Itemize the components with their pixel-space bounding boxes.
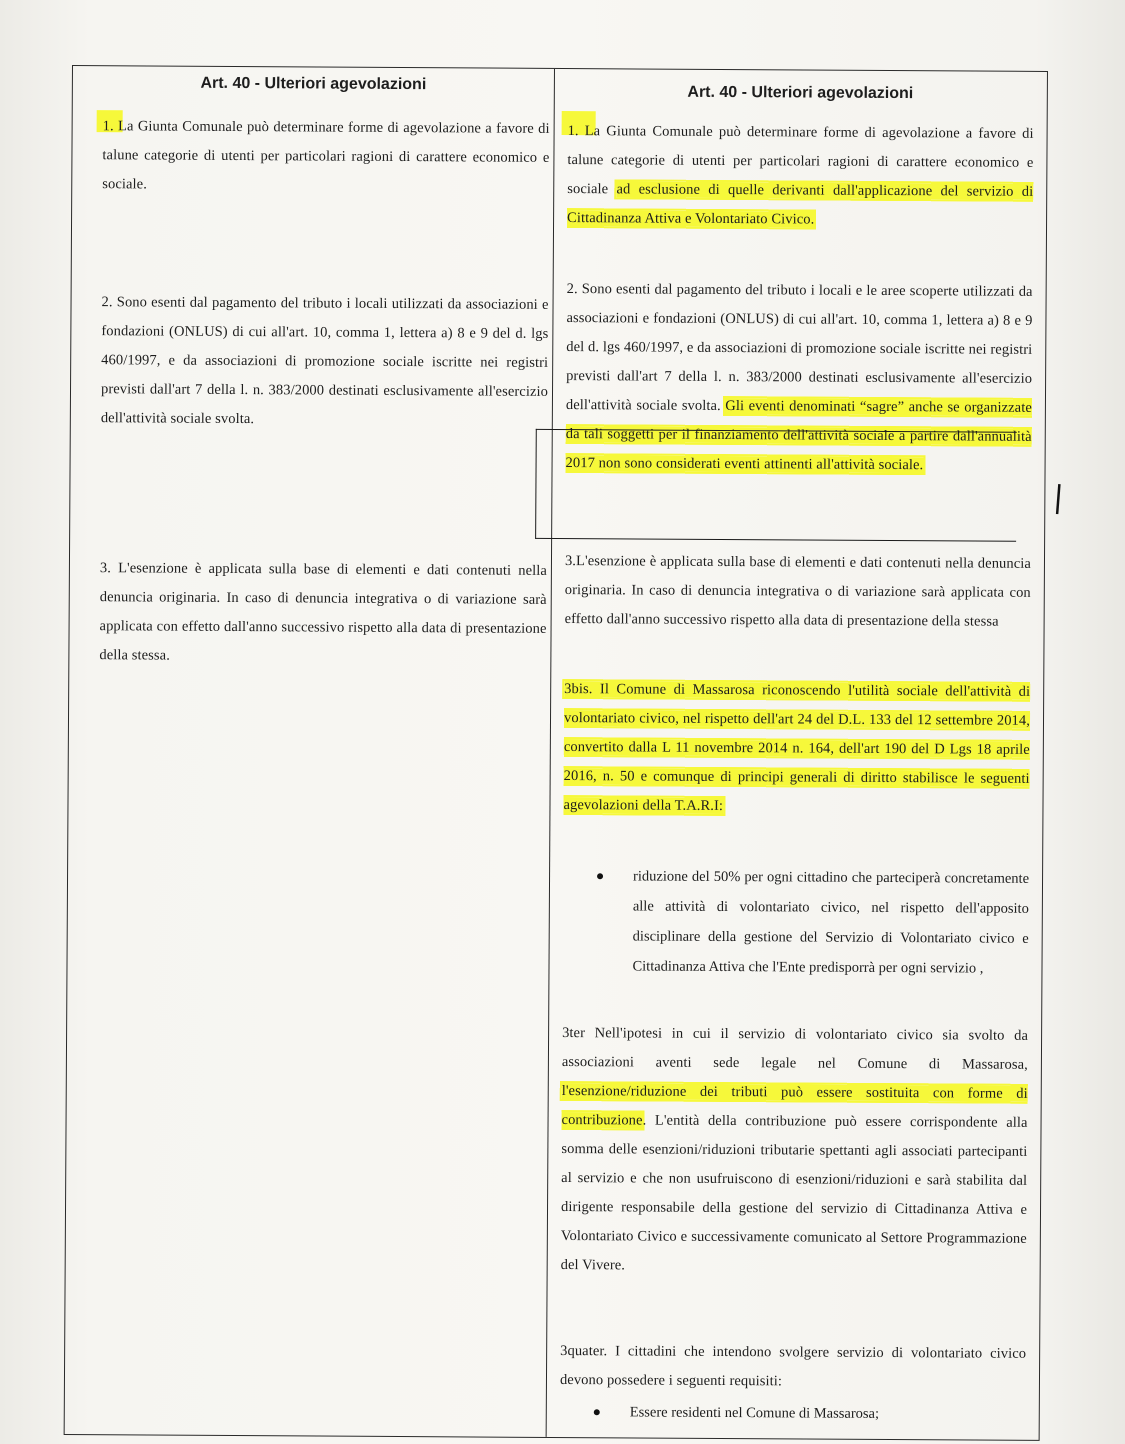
left-column-title: Art. 40 - Ulteriori agevolazioni [200,74,427,94]
right-paragraph-1-text: 1. La Giunta Comunale può determinare forme di agevolazione a favore di talune categorie di utenti per particolari ragioni di carattere economico e sociale [567,123,1034,198]
left-paragraph-2: 2. Sono esenti dal pagamento del tributo i locali utilizzati da associazioni e fondazioni (ONLUS) di cui all'art. 10, comma 1, lettera a) 8 e 9 del d. lgs 460/1997, e da associazioni di promozione sociale iscritte nei registri previsti dall'art 7 della l. n. 383/2000 destinati esclusivamente all'esercizio dell'attività sociale svolta. [100,294,549,428]
right-paragraph-3: 3.L'esenzione è applicata sulla base di elementi e dati contenuti nella denuncia originaria. In caso di denuncia integrativa o di variazione sarà applicata con effetto dall'anno successivo rispetto alla data di presentazione della stessa [564,553,1032,630]
left-paragraph-3: 3. L'esenzione è applicata sulla base di elementi e dati contenuti nella denuncia originaria. In caso di denuncia integrativa o di variazione sarà applicata con effetto dall'anno successivo rispetto alla data di presentazione della stessa. [99,560,547,664]
right-column [546,69,1065,1440]
left-column [65,66,555,1437]
right-paragraph-1 [567,117,1034,236]
handwritten-mark: | [1052,479,1065,516]
list-item-text: riduzione del 50% per ogni cittadino che parteciperà concretamente alle attività di volontariato civico, nel rispetto dell'apposito disciplinare della gestione del Servizio di Volontariato civico e Cittadinanza Attiva che l'Ente predisporrà per ogni servizio , [632,868,1030,977]
right-paragraph-3bis-highlight: 3bis. Il Comune di Massarosa riconoscendo l'utilità sociale dell'attività di volontariato civico, nel rispetto dell'art 24 del D.L. 133 del 12 settembre 2014, convertito dalla L 11 novembre 2014 n. 164, dell'art 190 del D Lgs 18 aprile 2016, n. 50 e comunque di principi generali di diritto stabilisce le seguenti agevolazioni della T.A.R.I: [563,681,1031,814]
right-paragraph-3quater: 3quater. I cittadini che intendono svolgere servizio di volontariato civico devono possedere i seguenti requisiti: [559,1343,1027,1390]
list-item [562,861,1029,984]
list-item-text: Essere residenti nel Comune di Massarosa; [629,1404,880,1422]
pen-bracket [535,429,1017,542]
right-paragraph-2-highlight: Gli eventi denominati “sagre” anche se organizzate da tali soggetti per il finanziamento dell'attività sociale a partire dall'annualità 2017 non sono considerati eventi attinenti all'attività sociale. [565,397,1032,474]
right-paragraph-1-highlight: ad esclusione di quelle derivanti dall'applicazione del servizio di Cittadinanza Attiva e Volontariato Civico. [567,181,1034,228]
right-paragraph-3ter-text: 3ter Nell'ipotesi in cui il servizio di volontariato civico sia svolto da associazioni aventi sede legale nel Comune di Massarosa, [561,1025,1029,1073]
list-item [560,1397,1026,1430]
reduction-list [562,861,1029,984]
right-paragraph-3ter-rest: . L'entità della contribuzione può essere corrispondente alla somma delle esenzioni/riduzioni tributarie spettanti agli associati partecipanti al servizio e che non usufruiscono di esenzioni/riduzioni e sarà stabilita dal dirigente responsabile della gestione del servizio di Cittadinanza Attiva e Volontariato Civico e successivamente comunicato al Settore Programmazione del Vivere. [560,1112,1028,1274]
right-paragraph-2-text: 2. Sono esenti dal pagamento del tributo i locali e le aree scoperte utilizzati da associazioni e fondazioni (ONLUS) di cui all'art. 10, comma 1, lettera a) 8 e 9 del d. lgs 460/1997, e da associazioni di promozione sociale iscritte nei registri previsti dall'art 7 della l. n. 383/2000 destinati esclusivamente all'esercizio dell'attività sociale svolta. [565,281,1033,414]
right-paragraph-3ter [561,1019,1029,1283]
comparison-table [64,65,1065,1441]
right-paragraph-3ter-highlight: l'esenzione/riduzione dei tributi può essere sostituita con forme di contribuzione [561,1083,1028,1129]
left-paragraph-1: 1. La Giunta Comunale può determinare forme di agevolazione a favore di talune categorie di utenti per particolari ragioni di carattere economico e sociale. [102,118,550,193]
bullet-icon [594,1409,600,1415]
right-paragraph-3bis [563,675,1030,823]
bullet-icon [597,873,603,879]
right-column-title: Art. 40 - Ulteriori agevolazioni [687,83,914,103]
requirements-list [560,1397,1026,1430]
